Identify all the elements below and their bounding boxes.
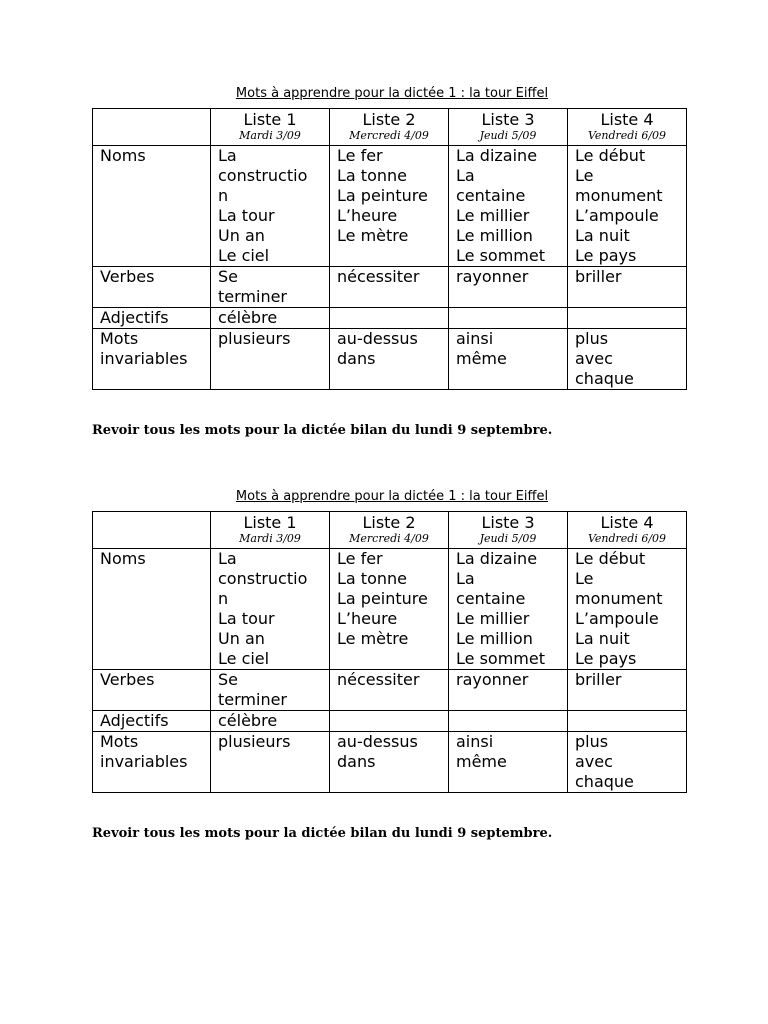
word: La dizaine xyxy=(456,146,538,165)
word: La xyxy=(456,166,475,185)
liste-date: Mercredi 4/09 xyxy=(349,532,429,545)
word: Se xyxy=(218,670,238,689)
liste-name: Liste 4 xyxy=(600,110,654,129)
word: nécessiter xyxy=(337,670,420,689)
word: La peinture xyxy=(337,186,428,205)
word: La tour xyxy=(218,206,275,225)
word: au-dessus xyxy=(337,732,418,751)
word: terminer xyxy=(218,690,288,709)
category-line: Adjectifs xyxy=(100,711,169,730)
word: Le mètre xyxy=(337,629,409,648)
word: avec xyxy=(575,349,613,368)
category-line: invariables xyxy=(100,349,188,368)
word: La peinture xyxy=(337,589,428,608)
word: terminer xyxy=(218,287,288,306)
word: Le sommet xyxy=(456,649,545,668)
word: rayonner xyxy=(456,670,529,689)
word-cell xyxy=(568,146,687,267)
table-row xyxy=(93,329,687,390)
word: Le million xyxy=(456,226,533,245)
word: constructio xyxy=(218,569,308,588)
word: La xyxy=(218,146,237,165)
table-row xyxy=(93,267,687,308)
category-cell xyxy=(93,308,211,329)
word: La xyxy=(456,569,475,588)
word: monument xyxy=(575,589,663,608)
liste-date: Jeudi 5/09 xyxy=(479,532,537,545)
word-cell xyxy=(211,267,330,308)
category-line: Mots xyxy=(100,329,139,348)
word-cell xyxy=(211,329,330,390)
liste-date: Mardi 3/09 xyxy=(239,532,301,545)
liste-name: Liste 2 xyxy=(362,513,416,532)
liste-name: Liste 3 xyxy=(481,110,535,129)
word: célèbre xyxy=(218,308,278,327)
word: plus xyxy=(575,732,609,751)
word: Le fer xyxy=(337,146,383,165)
word-cell xyxy=(330,711,449,732)
word-cell xyxy=(568,711,687,732)
word: plus xyxy=(575,329,609,348)
column-header xyxy=(568,512,687,549)
word-cell xyxy=(568,549,687,670)
word: au-dessus xyxy=(337,329,418,348)
category-cell xyxy=(93,267,211,308)
category-cell xyxy=(93,329,211,390)
vocab-table-body xyxy=(93,512,687,793)
category-line: Adjectifs xyxy=(100,308,169,327)
word-cell xyxy=(330,146,449,267)
word: briller xyxy=(575,267,622,286)
table-row xyxy=(93,670,687,711)
category-cell xyxy=(93,711,211,732)
corner-cell xyxy=(93,109,211,146)
word: briller xyxy=(575,670,622,689)
word: même xyxy=(456,752,507,771)
liste-name: Liste 1 xyxy=(243,513,297,532)
word: Le millier xyxy=(456,609,530,628)
word-cell xyxy=(330,267,449,308)
word: centaine xyxy=(456,589,526,608)
table-row xyxy=(93,732,687,793)
category-cell xyxy=(93,549,211,670)
word-cell xyxy=(330,329,449,390)
vocab-section-1 xyxy=(92,84,686,438)
word: La nuit xyxy=(575,226,630,245)
word-cell xyxy=(211,711,330,732)
word-cell xyxy=(211,308,330,329)
word-cell xyxy=(568,308,687,329)
word-cell xyxy=(330,549,449,670)
column-header xyxy=(449,512,568,549)
header-row xyxy=(93,512,687,549)
word: La nuit xyxy=(575,629,630,648)
word-cell xyxy=(449,732,568,793)
word-cell xyxy=(211,549,330,670)
word-cell xyxy=(449,267,568,308)
word-cell xyxy=(568,670,687,711)
word: ainsi xyxy=(456,329,494,348)
word: plusieurs xyxy=(218,732,291,751)
category-line: Verbes xyxy=(100,670,155,689)
word: Le million xyxy=(456,629,533,648)
word: Le millier xyxy=(456,206,530,225)
word: Le xyxy=(575,166,594,185)
liste-date: Mardi 3/09 xyxy=(239,129,301,142)
word: avec xyxy=(575,752,613,771)
column-header xyxy=(211,109,330,146)
category-line: Noms xyxy=(100,549,146,568)
word: plusieurs xyxy=(218,329,291,348)
category-line: invariables xyxy=(100,752,188,771)
liste-date: Mercredi 4/09 xyxy=(349,129,429,142)
word: chaque xyxy=(575,772,634,791)
category-cell xyxy=(93,146,211,267)
column-header xyxy=(449,109,568,146)
column-header xyxy=(211,512,330,549)
word: ainsi xyxy=(456,732,494,751)
category-line: Mots xyxy=(100,732,139,751)
word: même xyxy=(456,349,507,368)
table-row xyxy=(93,549,687,670)
table-row xyxy=(93,146,687,267)
word: Le ciel xyxy=(218,649,270,668)
word: L’heure xyxy=(337,206,398,225)
vocab-table xyxy=(92,108,687,390)
word: constructio xyxy=(218,166,308,185)
word: La tonne xyxy=(337,569,407,588)
liste-date: Vendredi 6/09 xyxy=(587,532,667,545)
column-header xyxy=(330,109,449,146)
review-note: Revoir tous les mots pour la dictée bilan du lundi 9 septembre. xyxy=(92,826,553,841)
word-cell xyxy=(330,732,449,793)
vocab-table xyxy=(92,511,687,793)
word: célèbre xyxy=(218,711,278,730)
word: n xyxy=(218,589,229,608)
word: Le début xyxy=(575,146,646,165)
category-cell xyxy=(93,670,211,711)
header-row xyxy=(93,109,687,146)
word-cell xyxy=(211,670,330,711)
liste-name: Liste 3 xyxy=(481,513,535,532)
word-cell xyxy=(449,308,568,329)
word: Le ciel xyxy=(218,246,270,265)
word: Un an xyxy=(218,629,265,648)
liste-date: Jeudi 5/09 xyxy=(479,129,537,142)
word: Un an xyxy=(218,226,265,245)
table-row xyxy=(93,308,687,329)
word: nécessiter xyxy=(337,267,420,286)
word-cell xyxy=(449,329,568,390)
table-row xyxy=(93,711,687,732)
word: La dizaine xyxy=(456,549,538,568)
word: dans xyxy=(337,349,376,368)
word-cell xyxy=(211,146,330,267)
review-note: Revoir tous les mots pour la dictée bilan du lundi 9 septembre. xyxy=(92,423,553,438)
column-header xyxy=(568,109,687,146)
section-title: Mots à apprendre pour la dictée 1 : la tour Eiffel xyxy=(235,86,549,101)
word: La xyxy=(218,549,237,568)
word-cell xyxy=(568,329,687,390)
word: Se xyxy=(218,267,238,286)
word-cell xyxy=(330,670,449,711)
category-line: Noms xyxy=(100,146,146,165)
word-cell xyxy=(449,549,568,670)
word: L’ampoule xyxy=(575,609,659,628)
corner-cell xyxy=(93,512,211,549)
liste-date: Vendredi 6/09 xyxy=(587,129,667,142)
word: n xyxy=(218,186,229,205)
word: L’heure xyxy=(337,609,398,628)
word: Le xyxy=(575,569,594,588)
liste-name: Liste 1 xyxy=(243,110,297,129)
word: La tour xyxy=(218,609,275,628)
section-title: Mots à apprendre pour la dictée 1 : la tour Eiffel xyxy=(235,489,549,504)
word: Le pays xyxy=(575,246,637,265)
word-cell xyxy=(568,267,687,308)
column-header xyxy=(330,512,449,549)
word: Le mètre xyxy=(337,226,409,245)
category-cell xyxy=(93,732,211,793)
word-cell xyxy=(211,732,330,793)
liste-name: Liste 4 xyxy=(600,513,654,532)
word-cell xyxy=(330,308,449,329)
word: chaque xyxy=(575,369,634,388)
word-cell xyxy=(449,670,568,711)
word-cell xyxy=(449,711,568,732)
word: Le sommet xyxy=(456,246,545,265)
word: L’ampoule xyxy=(575,206,659,225)
word: Le fer xyxy=(337,549,383,568)
word: Le début xyxy=(575,549,646,568)
liste-name: Liste 2 xyxy=(362,110,416,129)
vocab-section-2 xyxy=(92,487,686,841)
word: rayonner xyxy=(456,267,529,286)
category-line: Verbes xyxy=(100,267,155,286)
word-cell xyxy=(449,146,568,267)
vocab-table-body xyxy=(93,109,687,390)
word: dans xyxy=(337,752,376,771)
word: monument xyxy=(575,186,663,205)
word: La tonne xyxy=(337,166,407,185)
word: centaine xyxy=(456,186,526,205)
word: Le pays xyxy=(575,649,637,668)
word-cell xyxy=(568,732,687,793)
